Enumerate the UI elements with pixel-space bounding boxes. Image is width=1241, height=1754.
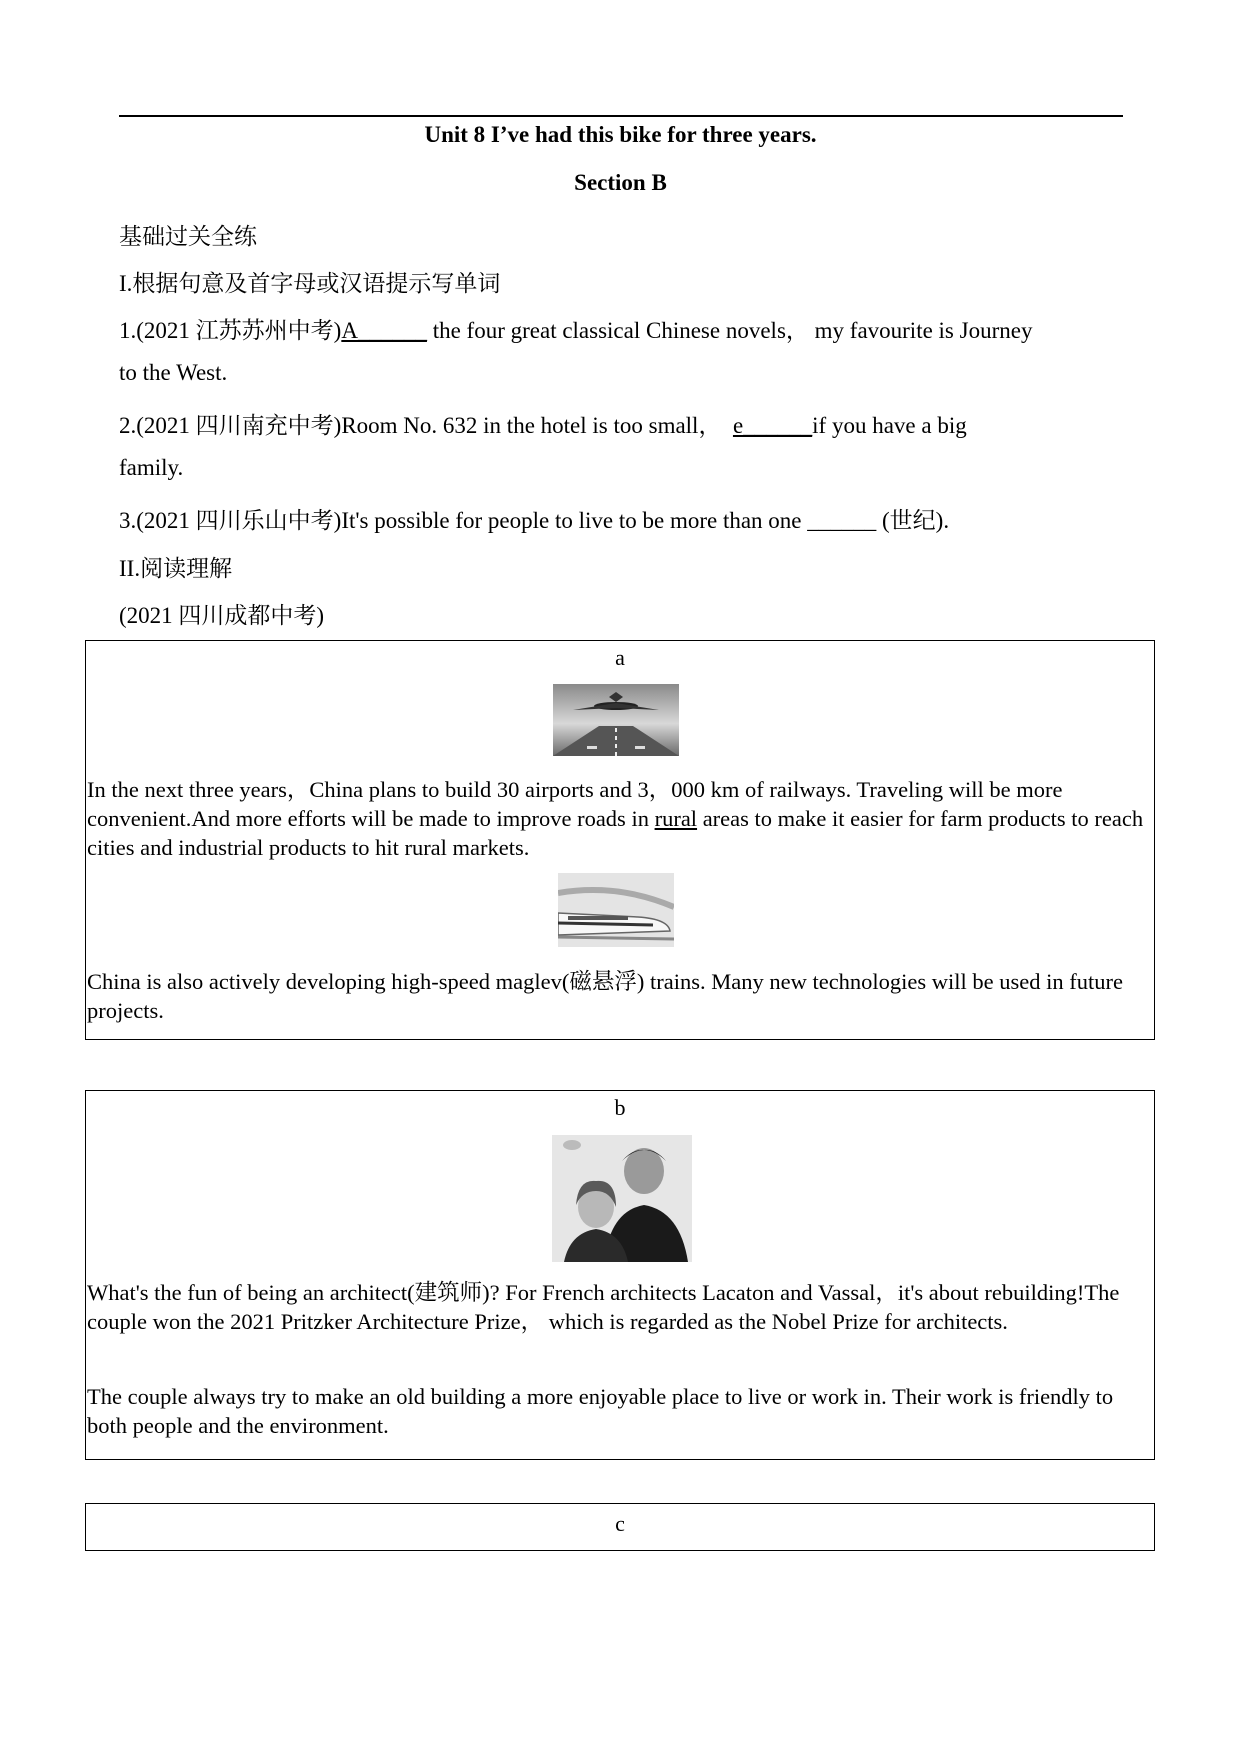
passage-b-paragraph-1: What's the fun of being an architect(建筑师)? For French architects Lacaton and Vassal，it's about rebuilding!The couple won the 2021 Pritzker Architecture Prize， which is regarded as the Nobel Prize for architects. bbox=[87, 1280, 1120, 1334]
passage-b-label: b bbox=[614, 1095, 626, 1120]
q2-prefix: 2.(2021 四川南充中考)Room No. 632 in the hotel is too small， bbox=[119, 413, 733, 438]
question-1 bbox=[119, 312, 1032, 345]
passage-c-box bbox=[85, 1503, 1155, 1551]
q1-text: the four great classical Chinese novels， my favourite is Journey bbox=[426, 318, 1033, 343]
q2-continuation: family. bbox=[119, 455, 184, 480]
passage-source: (2021 四川成都中考) bbox=[119, 603, 325, 628]
top-rule bbox=[119, 115, 1123, 117]
exercise-heading: 基础过关全练 bbox=[119, 224, 257, 249]
section-title: Section B bbox=[574, 170, 667, 195]
maglev-train-image bbox=[558, 873, 674, 947]
passage-a-paragraph-2: China is also actively developing high-speed maglev(磁悬浮) trains. Many new technologies will be used in future projects. bbox=[87, 969, 1124, 1023]
passage-a-p1-after: areas to make it easier for farm products to reach cities and industrial products to hit rural markets. bbox=[87, 806, 1144, 860]
passage-b-box bbox=[85, 1090, 1155, 1460]
airplane-image bbox=[553, 684, 679, 756]
passage-a-label: a bbox=[615, 645, 625, 670]
q1-blank[interactable]: A______ bbox=[341, 318, 427, 343]
part1-title: I.根据句意及首字母或汉语提示写单词 bbox=[119, 271, 501, 296]
passage-c-label: c bbox=[615, 1511, 625, 1536]
q1-prefix: 1.(2021 江苏苏州中考) bbox=[119, 318, 342, 343]
q1-continuation: to the West. bbox=[119, 360, 228, 385]
question-2 bbox=[119, 407, 967, 440]
q2-text: if you have a big bbox=[812, 413, 967, 438]
q2-blank[interactable]: e______ bbox=[732, 413, 813, 438]
question-3: 3.(2021 四川乐山中考)It's possible for people to live to be more than one ______ (世纪). bbox=[119, 508, 950, 533]
architects-photo bbox=[552, 1135, 692, 1262]
part2-title: II.阅读理解 bbox=[119, 556, 233, 581]
passage-a-paragraph-1 bbox=[87, 775, 1150, 862]
unit-title: Unit 8 I’ve had this bike for three years. bbox=[424, 122, 817, 147]
passage-b-paragraph-2: The couple always try to make an old building a more enjoyable place to live or work in. Their work is friendly to both people and the environment. bbox=[87, 1384, 1114, 1438]
passage-a-box bbox=[85, 640, 1155, 1040]
rural-word: rural bbox=[654, 806, 698, 831]
passage-a-p1-before: In the next three years，China plans to build 30 airports and 3，000 km of railways. Traveling will be more convenient.And more efforts will be made to improve roads in bbox=[87, 777, 1063, 831]
